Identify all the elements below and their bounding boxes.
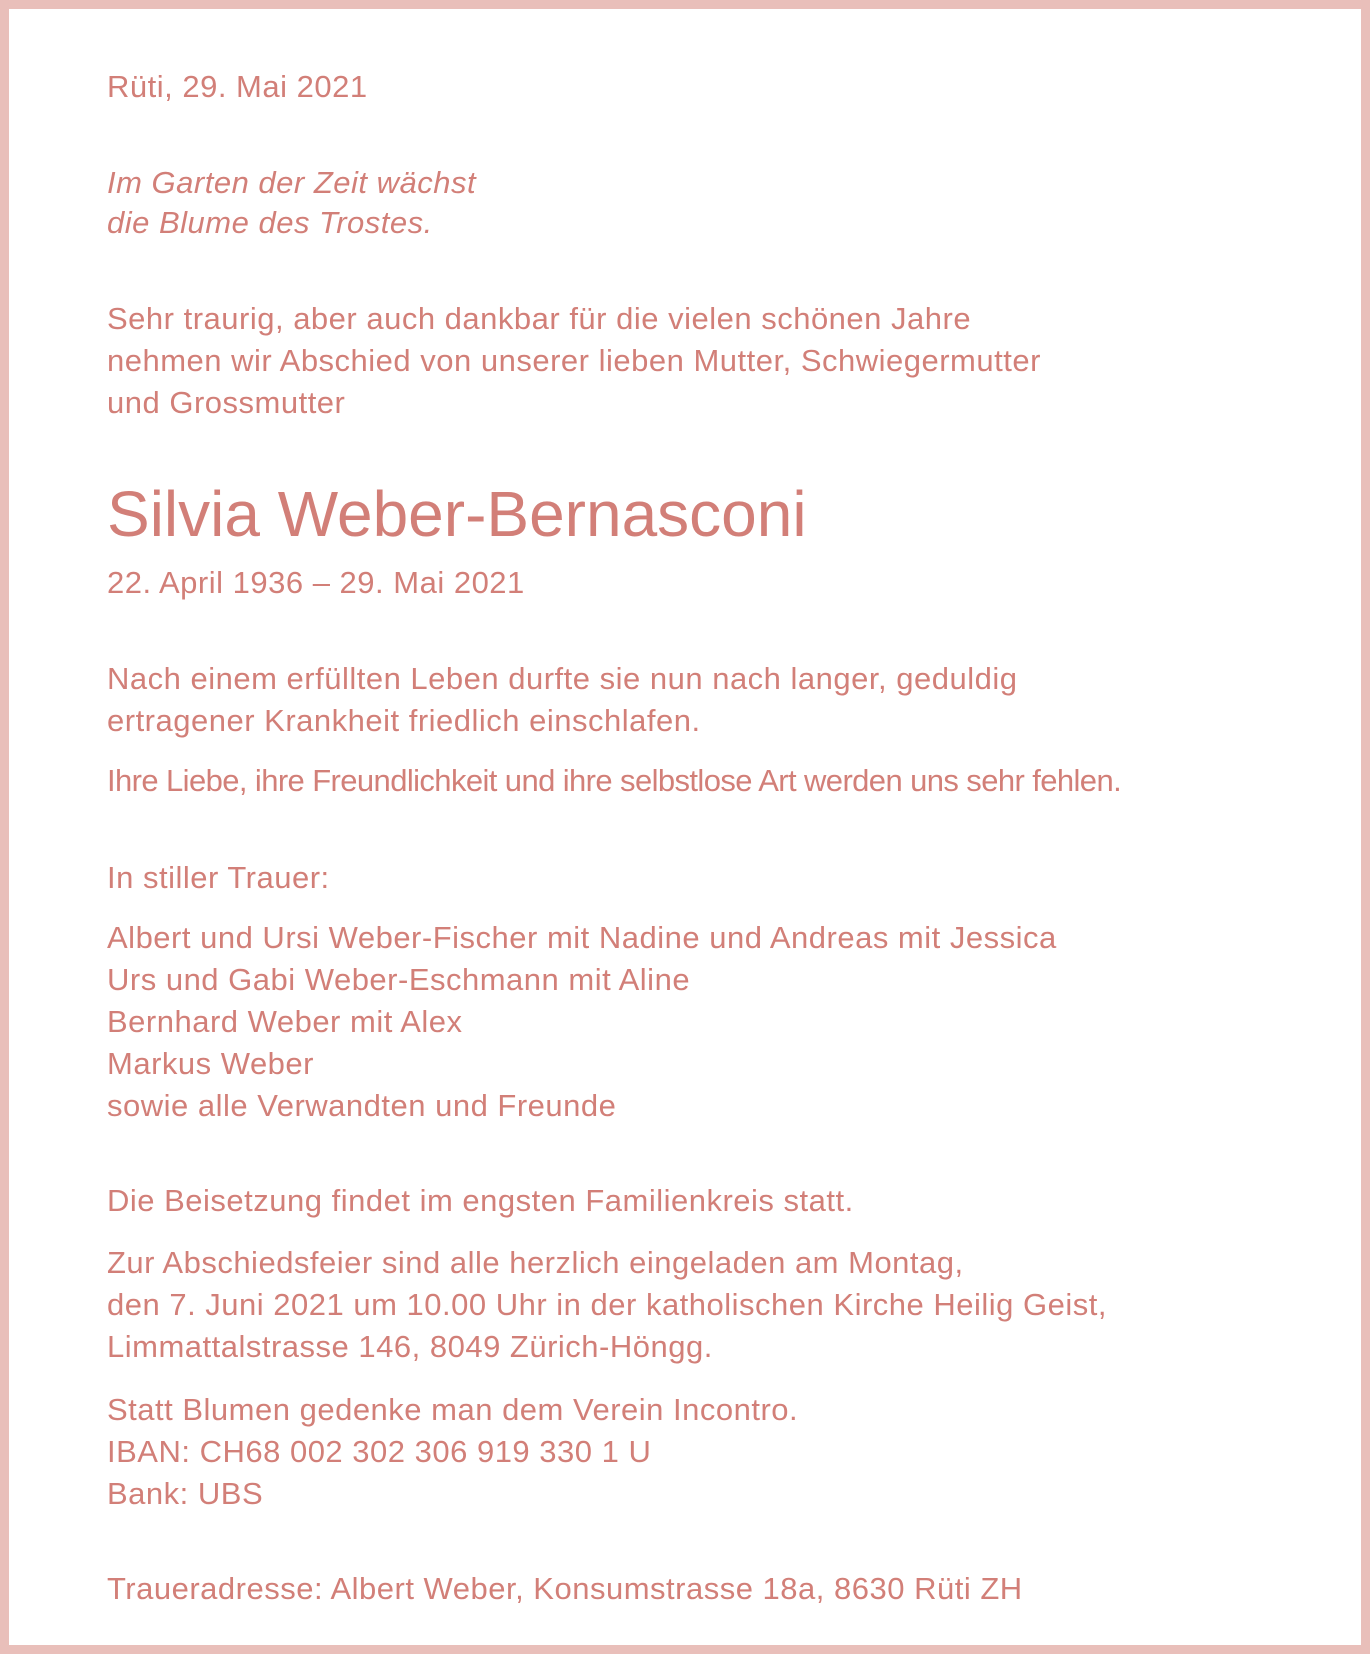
mourner-line: sowie alle Verwandten und Freunde	[107, 1088, 617, 1123]
ceremony-line: Zur Abschiedsfeier sind alle herzlich eingeladen am Montag,	[107, 1245, 964, 1280]
motto-line: Im Garten der Zeit wächst	[107, 165, 477, 200]
place-date: Rüti, 29. Mai 2021	[107, 69, 368, 104]
deceased-name: Silvia Weber-Bernasconi	[107, 478, 807, 550]
mourner-line: Urs und Gabi Weber-Eschmann mit Aline	[107, 962, 691, 997]
mourner-line: Albert und Ursi Weber-Fischer mit Nadine und Andreas mit Jessica	[107, 920, 1057, 955]
passing-line: ertragener Krankheit friedlich einschlafen.	[107, 703, 701, 738]
donation-line: Statt Blumen gedenke man dem Verein Incontro.	[107, 1392, 799, 1427]
intro-line: und Grossmutter	[107, 385, 346, 420]
intro-line: nehmen wir Abschied von unserer lieben Mutter, Schwiegermutter	[107, 343, 1041, 378]
life-dates: 22. April 1936 – 29. Mai 2021	[107, 565, 525, 600]
donation-iban: IBAN: CH68 002 302 306 919 330 1 U	[107, 1434, 652, 1469]
tribute-text: Ihre Liebe, ihre Freundlichkeit und ihre selbstlose Art werden uns sehr fehlen.	[107, 763, 1122, 798]
mourners-heading: In stiller Trauer:	[107, 860, 330, 895]
ceremony-line: den 7. Juni 2021 um 10.00 Uhr in der katholischen Kirche Heilig Geist,	[107, 1287, 1107, 1322]
intro-line: Sehr traurig, aber auch dankbar für die vielen schönen Jahre	[107, 301, 972, 336]
mourning-address: Traueradresse: Albert Weber, Konsumstrasse 18a, 8630 Rüti ZH	[107, 1571, 1023, 1606]
donation-bank: Bank: UBS	[107, 1476, 264, 1511]
mourner-line: Markus Weber	[107, 1046, 314, 1081]
motto-line: die Blume des Trostes.	[107, 205, 433, 240]
ceremony-line: Limmattalstrasse 146, 8049 Zürich-Höngg.	[107, 1329, 713, 1364]
burial-notice: Die Beisetzung findet im engsten Familienkreis statt.	[107, 1183, 854, 1218]
passing-line: Nach einem erfüllten Leben durfte sie nun nach langer, geduldig	[107, 661, 1018, 696]
mourner-line: Bernhard Weber mit Alex	[107, 1004, 463, 1039]
